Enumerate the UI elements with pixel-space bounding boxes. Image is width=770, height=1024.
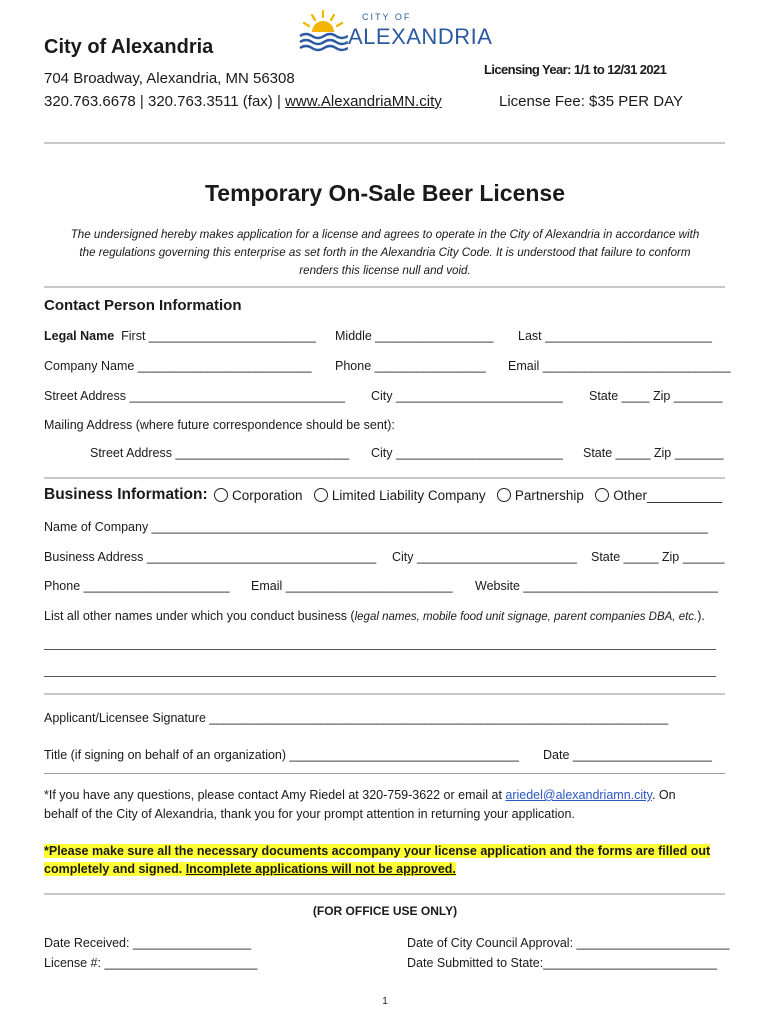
- email-field[interactable]: Email ___________________________: [508, 359, 731, 373]
- questions-text: *If you have any questions, please contact Amy Riedel at 320-759-3622 or email at: [44, 788, 506, 802]
- council-approval-field[interactable]: Date of City Council Approval: ______________________: [407, 936, 730, 950]
- other-names-examples: legal names, mobile food unit signage, parent companies DBA, etc.: [354, 611, 698, 623]
- option-label: Partnership: [514, 488, 584, 503]
- divider: [44, 286, 725, 288]
- city-logo: [298, 8, 493, 56]
- logo-city-of: CITY OF: [362, 12, 412, 22]
- mailing-city-field[interactable]: City ________________________: [371, 446, 563, 460]
- city-field[interactable]: City ________________________: [371, 389, 563, 403]
- legal-name-label: Legal Name: [44, 329, 115, 343]
- notice-line-2: [44, 862, 456, 876]
- radio-icon[interactable]: [595, 488, 609, 502]
- other-names-line[interactable]: [44, 675, 716, 677]
- questions-line: [44, 788, 676, 802]
- logo-alexandria: ALEXANDRIA: [348, 24, 493, 49]
- mailing-state-zip-field[interactable]: State _____ Zip _______: [583, 446, 724, 460]
- legal-name-row: [44, 329, 316, 343]
- business-email-field[interactable]: Email ________________________: [251, 579, 453, 593]
- option-label: Other__________: [613, 488, 723, 503]
- business-website-field[interactable]: Website ____________________________: [475, 579, 719, 593]
- notice-warning: Incomplete applications will not be approved.: [185, 862, 456, 876]
- option-label: Limited Liability Company: [331, 488, 486, 503]
- title-field[interactable]: Title (if signing on behalf of an organization) _________________________________: [44, 748, 519, 762]
- entity-type-options: [214, 488, 722, 503]
- business-heading: Business Information:: [44, 486, 208, 503]
- office-use-heading: (FOR OFFICE USE ONLY): [312, 904, 458, 918]
- option-partnership[interactable]: [497, 488, 584, 503]
- date-received-field[interactable]: Date Received: _________________: [44, 936, 252, 950]
- intro-text: [44, 226, 726, 280]
- sun-wave-icon: [298, 8, 348, 52]
- company-name-field[interactable]: Name of Company ________________________________________________________________________________: [44, 520, 708, 534]
- contact-line: [44, 93, 442, 110]
- state-submission-field[interactable]: Date Submitted to State:_________________________: [407, 956, 717, 970]
- mailing-street-field[interactable]: Street Address _________________________: [90, 446, 350, 460]
- mailing-note: Mailing Address (where future correspondence should be sent):: [44, 418, 395, 432]
- contact-email-link[interactable]: ariedel@alexandriamn.city: [505, 788, 652, 802]
- street-address-field[interactable]: Street Address _______________________________: [44, 389, 345, 403]
- business-state-zip-field[interactable]: State _____ Zip ______: [591, 550, 725, 564]
- phone-field[interactable]: Phone ________________: [335, 359, 486, 373]
- page-title: Temporary On-Sale Beer License: [204, 180, 566, 206]
- first-name-field[interactable]: First ________________________: [121, 329, 316, 343]
- option-corporation[interactable]: [214, 488, 303, 503]
- org-name: City of Alexandria: [44, 36, 214, 58]
- radio-icon[interactable]: [214, 488, 228, 502]
- questions-text-end: . On: [651, 788, 676, 802]
- date-field[interactable]: Date ____________________: [543, 748, 712, 762]
- license-fee: License Fee: $35 PER DAY: [499, 93, 683, 110]
- notice-line-1: [44, 844, 710, 858]
- option-llc[interactable]: [314, 488, 486, 503]
- divider: [44, 773, 725, 774]
- license-number-field[interactable]: License #: ______________________: [44, 956, 258, 970]
- last-name-field[interactable]: Last ________________________: [518, 329, 712, 343]
- business-phone-field[interactable]: Phone _____________________: [44, 579, 230, 593]
- divider: [44, 893, 725, 895]
- divider: [44, 693, 725, 695]
- divider: [44, 477, 725, 479]
- contact-heading: Contact Person Information: [44, 297, 242, 314]
- company-name-field[interactable]: Company Name _________________________: [44, 359, 312, 373]
- licensing-year: Licensing Year: 1/1 to 12/31 2021: [484, 62, 667, 77]
- other-names-end: ).: [697, 609, 705, 623]
- signature-field[interactable]: Applicant/Licensee Signature __________________________________________________________________: [44, 711, 669, 725]
- option-other[interactable]: [595, 488, 722, 503]
- intro-line: renders this license null and void.: [299, 264, 471, 277]
- notice-text: completely and signed.: [44, 862, 186, 876]
- org-address: 704 Broadway, Alexandria, MN 56308: [44, 70, 295, 87]
- radio-icon[interactable]: [497, 488, 511, 502]
- other-names-line[interactable]: [44, 648, 716, 650]
- questions-line-2: behalf of the City of Alexandria, thank you for your prompt attention in returning your application.: [44, 807, 575, 821]
- intro-line: The undersigned hereby makes application for a license and agrees to operate in the City of Alexandria in accordance with: [70, 228, 700, 241]
- divider: [44, 142, 725, 144]
- phone-fax: 320.763.6678 | 320.763.3511 (fax) |: [44, 93, 286, 110]
- option-label: Corporation: [232, 488, 303, 503]
- state-zip-field[interactable]: State ____ Zip _______: [589, 389, 723, 403]
- middle-name-field[interactable]: Middle _________________: [335, 329, 494, 343]
- notice-text: *Please make sure all the necessary documents accompany your license application and the forms are filled out: [44, 844, 711, 858]
- business-address-field[interactable]: Business Address _________________________________: [44, 550, 377, 564]
- other-names-label: [44, 609, 705, 623]
- radio-icon[interactable]: [314, 488, 328, 502]
- intro-line: the regulations governing this enterprise as set forth in the Alexandria City Code. It is understood that failure to conform: [79, 246, 691, 259]
- page-number: 1: [382, 996, 388, 1007]
- business-city-field[interactable]: City _______________________: [392, 550, 577, 564]
- other-names-text: List all other names under which you conduct business (: [44, 609, 355, 623]
- website-link[interactable]: www.AlexandriaMN.city: [285, 93, 442, 110]
